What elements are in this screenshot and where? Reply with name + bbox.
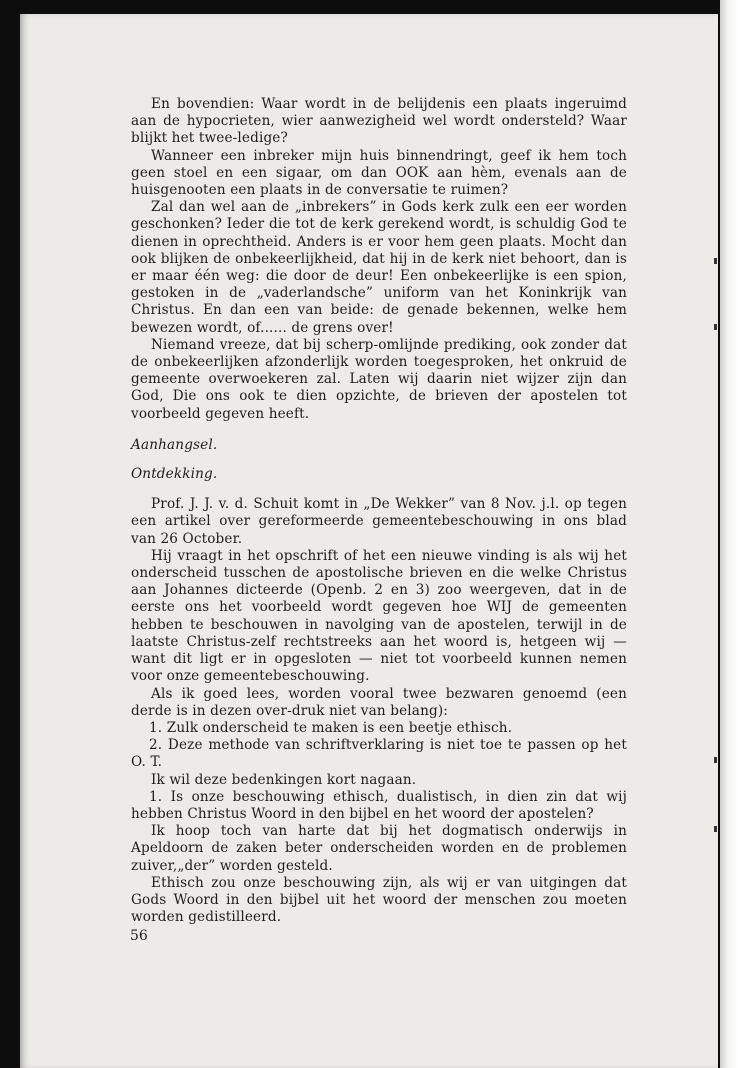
list-item: 2. Deze methode van schriftverklaring is niet toe te passen op het O. T. [131,737,627,771]
scan-mark [714,826,717,832]
scan-mark [714,757,717,763]
paragraph: Ik wil deze bedenkingen kort nagaan. [151,771,417,788]
paragraph: Als ik goed lees, worden vooral twee bezwaren genoemd (een derde is in dezen over-druk niet van belang): [131,685,627,719]
page-number: 56 [130,928,148,944]
scan-border-top [0,0,738,14]
list-item: 1. Is onze beschouwing ethisch, dualistisch, in dien zin dat wij hebben Christus Woord in den bijbel en het woord der apostelen? [131,788,627,822]
section-subheading: Ontdekking. [131,466,218,483]
paragraph: Hij vraagt in het opschrift of het een nieuwe vinding is als wij het onderscheid tusschen de apostolische brieven en die welke Christus aan Johannes dicteerde (Openb. 2 en 3) zoo weergeven, dat in de eerste ons het voorbeeld wordt gegeven hoe WIJ de gemeenten hebben te beschouwen in navolging van de apostelen, terwijl in de laatste Christus-zelf rechtstreeks aan het woord is, hetgeen wij — want dit ligt er in opgesloten — niet tot voorbeeld kunnen nemen voor onze gemeentebeschouwing. [131,547,627,685]
paragraph: Wanneer een inbreker mijn huis binnendringt, geef ik hem toch geen stoel en een sigaar, om dan OOK aan hèm, evenals aan de huisgenooten een plaats in de conversatie te ruimen? [131,147,627,199]
paragraph: Ik hoop toch van harte dat bij het dogmatisch onderwijs in Apeldoorn de zaken beter onderscheiden worden en de problemen zuiver,„der” worden gesteld. [131,823,627,874]
paragraph: Niemand vreeze, dat bij scherp-omlijnde prediking, ook zonder dat de onbekeerlijken afzonderlijk worden toegesproken, het onkruid de gemeente overwoekeren zal. Laten wij daarin niet wijzer zijn dan God, Die ons ook te dien opzichte, de brieven der apostelen tot voorbeeld gegeven heeft. [131,336,627,422]
paragraph: Ethisch zou onze beschouwing zijn, als wij er van uitgingen dat Gods Woord in den bijbel uit het woord der menschen zou moeten worden gedistilleerd. [131,874,627,926]
list-item: 1. Zulk onderscheid te maken is een beetje ethisch. [149,719,513,736]
paragraph: Zal dan wel aan de „inbrekers” in Gods kerk zulk een eer worden geschonken? Ieder die tot de kerk gerekend wordt, is schuldig God te dienen in oprechtheid. Anders is er voor hem geen plaats. Mocht dan ook blijken de onbekeerlijkheid, dat hij in de kerk niet behoort, dan is er maar één weg: die door de deur! Een onbekeerlijke is een spion, gestoken in de „vaderlandsche” uniform van het Koninkrijk van Christus. En dan een van beide: de genade bekennen, welke hem bewezen wordt, of...... de grens over! [131,199,627,336]
paragraph: En bovendien: Waar wordt in de belijdenis een plaats ingeruimd aan de hypocrieten, wier aanwezigheid wel wordt ondersteld? Waar blijkt het twee-ledige? [131,96,627,147]
paragraph: Prof. J. J. v. d. Schuit komt in „De Wekker” van 8 Nov. j.l. op tegen een artikel over gereformeerde gemeentebeschouwing in ons blad van 26 October. [131,496,627,547]
section-heading: Aanhangsel. [131,436,218,453]
scan-border-right [720,0,738,1068]
scan-mark [714,324,717,330]
body-text [131,96,627,926]
scan-mark [714,258,717,264]
